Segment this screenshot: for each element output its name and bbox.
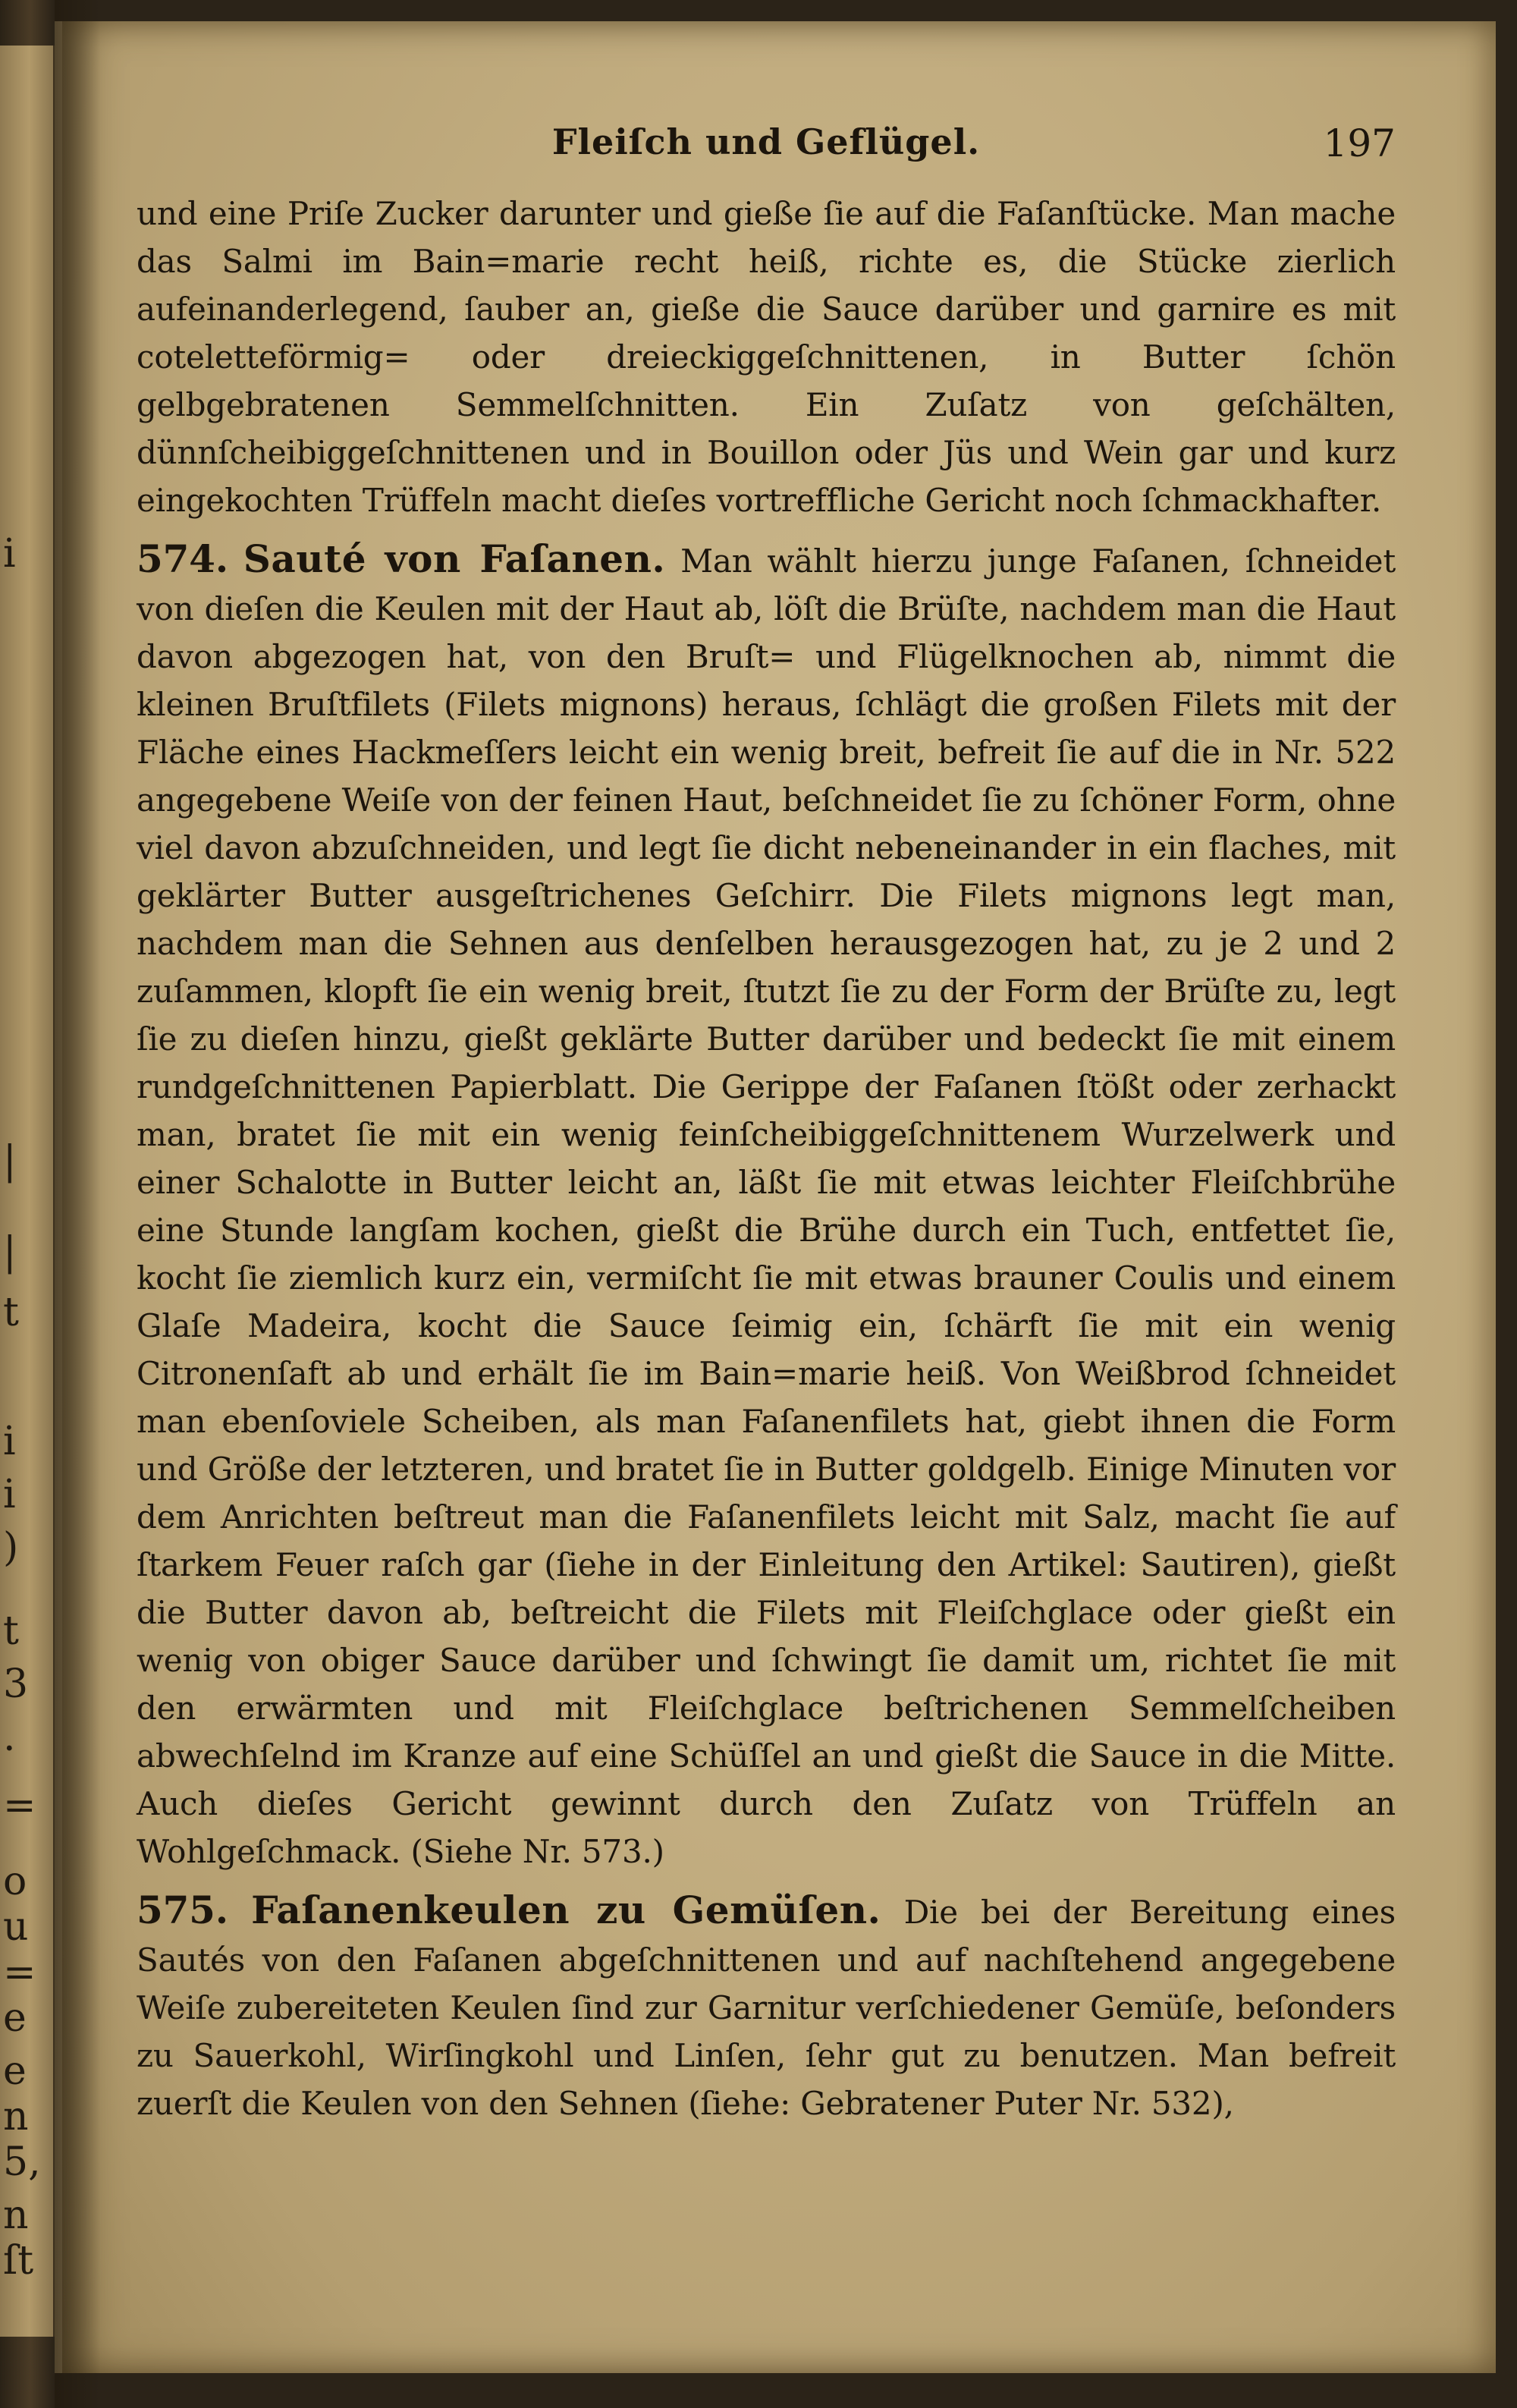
left-page-fragment: n [3,2193,29,2238]
running-title: Fleiſch und Geflügel. [551,121,981,162]
recipe-title: Sauté von Faſanen. [243,536,666,581]
left-page-fragment: n [3,2094,29,2139]
left-page-fragment: i [3,1472,16,1517]
left-page-fragment: i [3,1419,16,1464]
left-page-fragment: o [3,1859,27,1904]
left-page-fragment: ſt [3,2238,34,2284]
recipe-title: Faſanenkeulen zu Gemüſen. [251,1888,881,1932]
left-page-fragment: 5, [3,2139,41,2185]
page-number: 197 [1323,121,1396,165]
left-page-fragment: t [3,1608,19,1654]
left-page-edge [0,46,55,2337]
left-page-fragment: u [3,1904,29,1950]
left-page-fragment: | [3,1229,17,1275]
left-page-fragment: | [3,1138,17,1184]
paragraph-continuation [137,190,1396,524]
left-page-fragment: e [3,2048,27,2094]
recipe-574 [137,535,1396,1875]
page-text-block [137,114,1396,2127]
left-page-fragment: . [3,1715,16,1760]
recipe-text: Die bei der Bereitung eines Sautés von den Faſanen abgeſchnittenen und auf nachſtehend angegebene Weiſe zubereiteten Keulen ſind zur Garnitur verſchiedener Gemüſe, beſonders zu Sauerkohl, Wirſingkohl und Linſen, ſehr gut zu benutzen. Man befreit zuerſt die Keulen von den Sehnen (ſiehe: Gebratener Puter Nr. 532), [137,1894,1396,2122]
page-header [137,114,1396,190]
paragraph-text: und eine Priſe Zucker darunter und gieße ſie auf die Faſanſtücke. Man mache das Salmi im Bain=marie recht heiß, richte es, die Stücke zierlich aufeinanderlegend, ſauber an, gieße die Sauce darüber und garnire es mit coteletteförmig= oder dreieckiggeſchnittenen, in Butter ſchön gelbgebratenen Semmelſchnitten. Ein Zuſatz von geſchälten, dünnſcheibiggeſchnittenen und in Bouillon oder Jüs und Wein gar und kurz eingekochten Trüffeln macht dieſes vortreffliche Gericht noch ſchmackhafter. [137,195,1396,519]
left-page-fragment: e [3,1995,27,2041]
recipe-575 [137,1886,1396,2127]
left-page-fragment: t [3,1290,19,1335]
recipe-number: 575. [137,1888,228,1932]
left-page-fragment: i [3,531,16,577]
left-page-fragment: ) [3,1525,19,1570]
left-page-fragment: 3 [3,1661,29,1707]
left-page-fragment: = [3,1783,36,1828]
recipe-number: 574. [137,536,228,581]
recipe-text: Man wählt hierzu junge Faſanen, ſchneidet von dieſen die Keulen mit der Haut ab, löſt die Brüſte, nachdem man die Haut davon abgezogen hat, von den Bruſt= und Flügelknochen ab, nimmt die kleinen Bruſtfilets (Filets mignons) heraus, ſchlägt die großen Filets mit der Fläche eines Hackmeſſers leicht ein wenig breit, befreit ſie auf die in Nr. 522 angegebene Weiſe von der feinen Haut, beſchneidet ſie zu ſchöner Form, ohne viel davon abzuſchneiden, und legt ſie dicht nebeneinander in ein flaches, mit geklärter Butter ausgeſtrichenes Geſchirr. Die Filets mignons legt man, nachdem man die Sehnen aus denſelben herausgezogen hat, zu je 2 und 2 zuſammen, klopft ſie ein wenig breit, ſtutzt ſie zu der Form der Brüſte zu, legt ſie zu dieſen hinzu, gießt geklärte Butter darüber und bedeckt ſie mit einem rundgeſchnittenen Papierblatt. Die Gerippe der Faſanen ſtößt oder zerhackt man, bratet ſie mit ein wenig feinſcheibiggeſchnittenem Wurzelwerk und einer Schalotte in Butter leicht an, läßt ſie mit etwas leichter Fleiſchbrühe eine Stunde langſam kochen, gießt die Brühe durch ein Tuch, entfettet ſie, kocht ſie ziemlich kurz ein, vermiſcht ſie mit etwas brauner Coulis und einem Glaſe Madeira, kocht die Sauce ſeimig ein, ſchärft ſie mit ein wenig Citronenſaft ab und erhält ſie im Bain=marie heiß. Von Weißbrod ſchneidet man ebenſoviele Scheiben, als man Faſanenfilets hat, giebt ihnen die Form und Größe der letzteren, und bratet ſie in Butter goldgelb. Einige Minuten vor dem Anrichten beſtreut man die Faſanenfilets leicht mit Salz, macht ſie auf ſtarkem Feuer raſch gar (ſiehe in der Einleitung den Artikel: Sautiren), gießt die Butter davon ab, beſtreicht die Filets mit Fleiſchglace oder gießt ein wenig von obiger Sauce darüber und ſchwingt ſie damit um, richtet ſie mit den erwärmten und mit Fleiſchglace beſtrichenen Semmelſcheiben abwechſelnd im Kranze auf eine Schüſſel an und gießt die Sauce in die Mitte. Auch dieſes Gericht gewinnt durch den Zuſatz von Trüffeln an Wohlgeſchmack. (Siehe Nr. 573.) [137,542,1396,1870]
left-page-fragment: = [3,1950,36,1995]
